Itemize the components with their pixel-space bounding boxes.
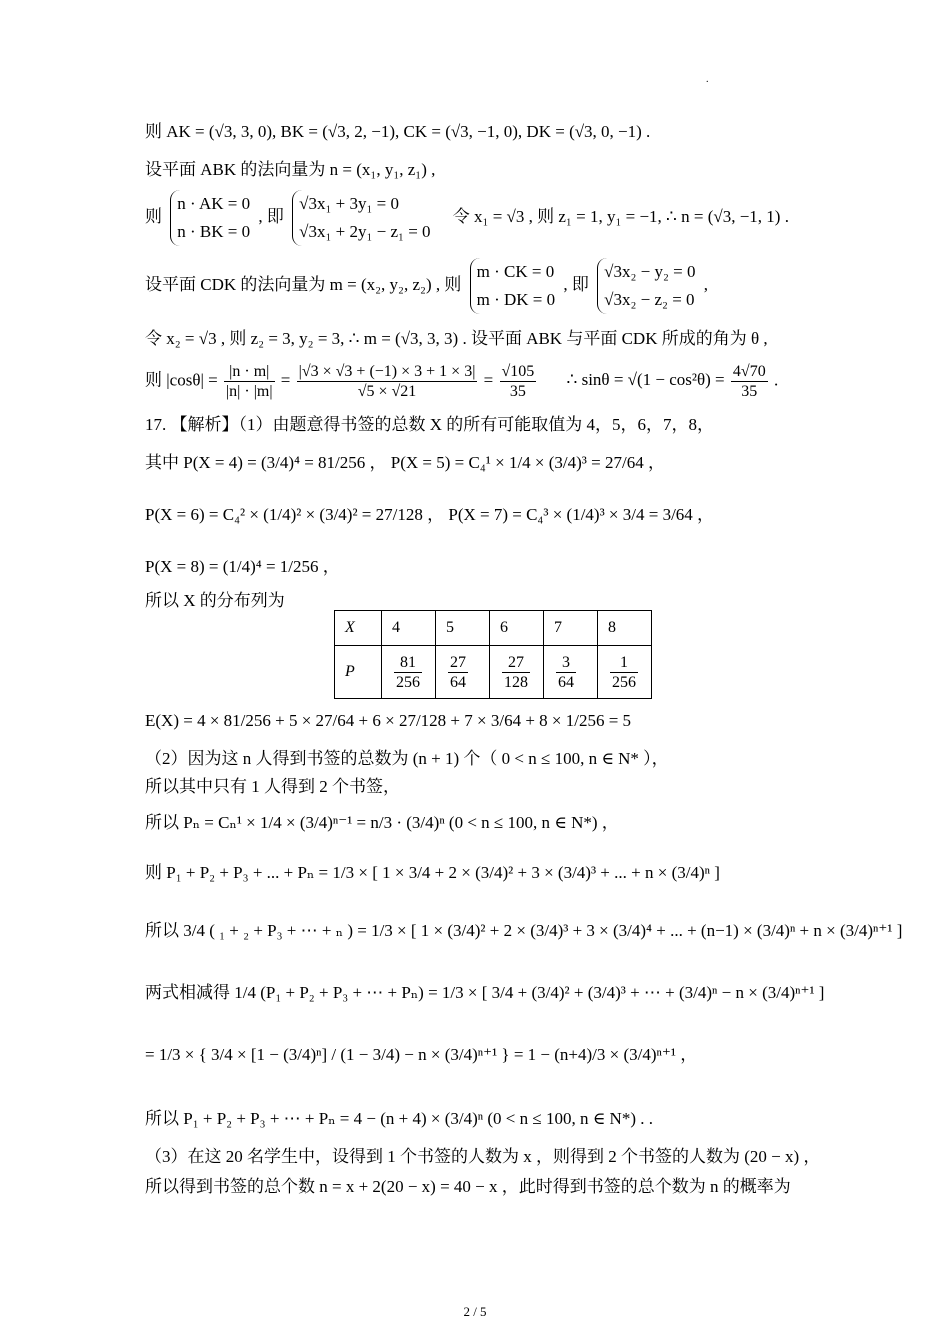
page-number: 2 / 5 — [463, 1304, 487, 1319]
subtraction-line: 两式相减得 1/4 (P₁ + P₂ + P₃ + ⋯ + Pₙ) = 1/3 × [ 3/4 + (3/4)² + (3/4)³ + ⋯ + (3/4)ⁿ − n × (3/4)ⁿ⁺¹ ] — [145, 983, 825, 1002]
cosine-line: 则 |cosθ| = $\frac{|n \cdot m|}{|n| \cdot |m|}$ = $\frac{|√3 \times √3 + (-1) \times 3 + 1 \times 3|}{√5 \times √21}$ = $\frac{√105}{35}$ ∴ sinθ = √(1 − cos²θ) = $\frac{4√70}{35}$ . — [145, 363, 779, 400]
px8-line: P(X = 8) = (1/4)⁴ = 1/256 ， — [145, 557, 340, 576]
px6-px7-line: P(X = 6) = C₄² × (1/4)² × (3/4)² = 27/128 ， P(X = 7) = C₄³ × (1/4)³ × 3/4 = 3/64 ， — [145, 505, 715, 524]
sum-result-line: 所以 P₁ + P₂ + P₃ + ⋯ + Pₙ = 4 − (n + 4) × (3/4)ⁿ (0 < n ≤ 100, n ∈ N*) . . — [145, 1109, 653, 1128]
table-cell: $\frac{27}{128}$ — [490, 646, 544, 699]
plane-abk-normal-line: 设平面 ABK 的法向量为 n = (x₁, y₁, z₁) , — [145, 160, 436, 179]
part3-intro-line: （3）在这 20 名学生中，设得到 1 个书签的人数为 x ，则得到 2 个书签的人数为 (20 − x) ， — [145, 1147, 821, 1166]
system-equations: √3x₁ + 3y₁ = 0 √3x₁ + 2y₁ − z₁ = 0 — [292, 190, 430, 246]
geometric-series-line: = 1/3 × { 3/4 × [1 − (3/4)ⁿ] / (1 − 3/4) − n × (3/4)ⁿ⁺¹ } = 1 − (n+4)/3 × (3/4)ⁿ⁺¹ ， — [145, 1045, 698, 1064]
vector-coordinates-line: 则 AK = (√3, 3, 0), BK = (√3, 2, −1), CK = (√3, −1, 0), DK = (√3, 0, −1) . — [145, 122, 651, 141]
scaled-sum-line: 所以 3/4 ( ₁ + ₂ + P₃ + ⋯ + ₙ ) = 1/3 × [ 1 × (3/4)² + 2 × (3/4)³ + 3 × (3/4)⁴ + ... + (n−1) × (3/4)ⁿ + n × (3/4)ⁿ⁺¹ ] — [145, 921, 903, 940]
plane-abk-system-line: 则 n · AK = 0 n · BK = 0 , 即 √3x₁ + 3y₁ = 0 √3x₁ + 2y₁ − z₁ = 0 令 x₁ = √3 , 则 z₁ = 1, y₁ = −1, ∴ n = (√3, −1, 1) . — [145, 190, 789, 246]
table-cell: 6 — [490, 611, 544, 646]
system-equations-cdk: √3x₂ − y₂ = 0 √3x₂ − z₂ = 0 — [597, 258, 695, 314]
table-cell: $\frac{3}{64}$ — [544, 646, 598, 699]
table-cell: 8 — [598, 611, 652, 646]
sum-pn-line: 则 P₁ + P₂ + P₃ + ... + Pₙ = 1/3 × [ 1 × 3/4 + 2 × (3/4)² + 3 × (3/4)³ + ... + n × (3/4)ⁿ ] — [145, 863, 720, 882]
distribution-table — [334, 610, 652, 699]
table-cell: $\frac{1}{256}$ — [598, 646, 652, 699]
table-cell: 5 — [436, 611, 490, 646]
table-cell: 7 — [544, 611, 598, 646]
system-dot-products: n · AK = 0 n · BK = 0 — [170, 190, 250, 246]
total-bookmarks-line: 所以得到书签的总个数 n = x + 2(20 − x) = 40 − x ，此时得到书签的总个数为 n 的概率为 — [145, 1177, 791, 1196]
table-cell: X — [335, 611, 382, 646]
system-dot-products-cdk: m · CK = 0 m · DK = 0 — [470, 258, 556, 314]
plane-cdk-normal-line: 令 x₂ = √3 , 则 z₂ = 3, y₂ = 3, ∴ m = (√3, 3, 3) . 设平面 ABK 与平面 CDK 所成的角为 θ , — [145, 329, 768, 348]
px4-px5-line: 其中 P(X = 4) = (3/4)⁴ = 81/256 ， P(X = 5) = C₄¹ × 1/4 × (3/4)³ = 27/64 ， — [145, 453, 665, 472]
pn-formula-line: 所以 Pₙ = Cₙ¹ × 1/4 × (3/4)ⁿ⁻¹ = n/3 · (3/4)ⁿ (0 < n ≤ 100, n ∈ N*) ， — [145, 813, 619, 832]
one-person-two-bookmarks-line: 所以其中只有 1 人得到 2 个书签， — [145, 777, 400, 796]
table-row — [335, 611, 652, 646]
expectation-line: E(X) = 4 × 81/256 + 5 × 27/64 + 6 × 27/128 + 7 × 3/64 + 8 × 1/256 = 5 — [145, 711, 632, 730]
q17-intro-line: 17. 【解析】（1）由题意得书签的总数 X 的所有可能取值为 4，5，6，7，8， — [145, 415, 715, 434]
distribution-intro-line: 所以 X 的分布列为 — [145, 591, 285, 610]
table-cell: P — [335, 646, 382, 699]
table-cell: 4 — [382, 611, 436, 646]
table-cell: $\frac{27}{64}$ — [436, 646, 490, 699]
corner-mark: . — [706, 74, 709, 85]
table-cell: $\frac{81}{256}$ — [382, 646, 436, 699]
plane-cdk-system-line: 设平面 CDK 的法向量为 m = (x₂, y₂, z₂) , 则 m · CK = 0 m · DK = 0 , 即 √3x₂ − y₂ = 0 √3x₂ − z₂ = 0 , — [145, 258, 708, 314]
part2-intro-line: （2）因为这 n 人得到书签的总数为 (n + 1) 个（ 0 < n ≤ 100, n ∈ N* ）， — [145, 749, 669, 768]
table-row — [335, 646, 652, 699]
